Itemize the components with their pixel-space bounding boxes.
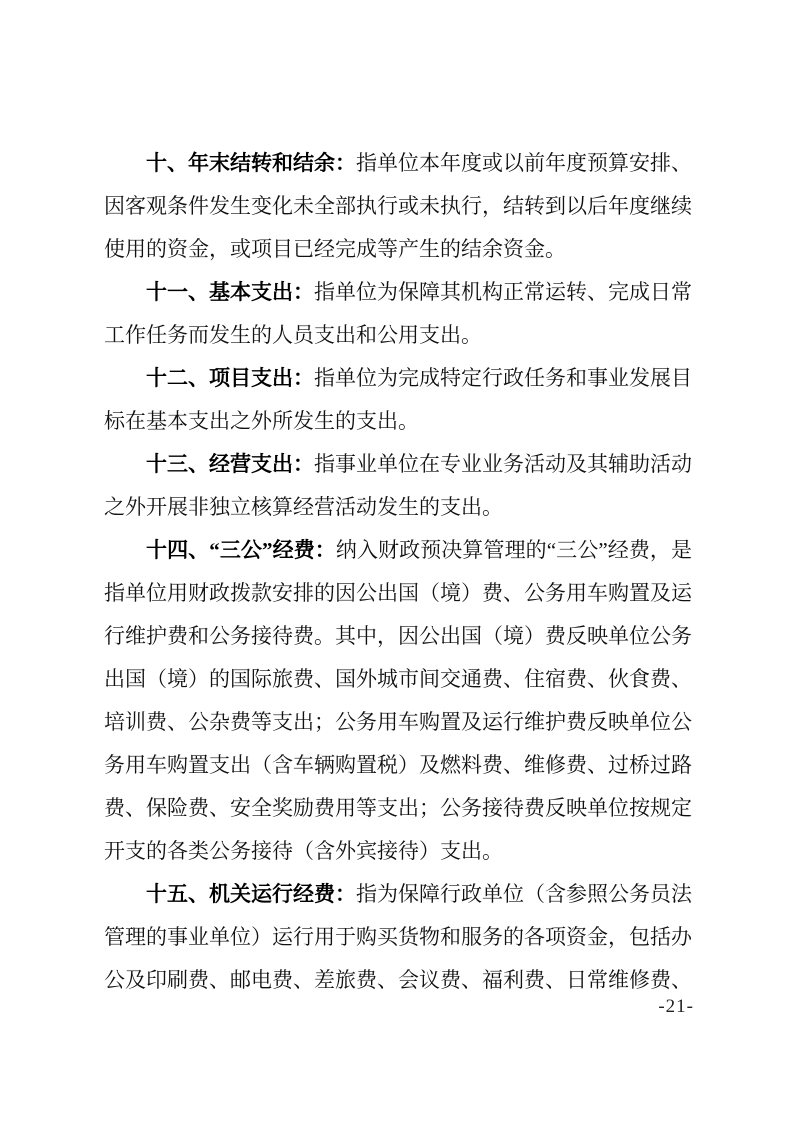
- document-body: [104, 142, 692, 1002]
- paragraph-term-10: [104, 142, 692, 271]
- term-heading: 十二、项目支出：: [146, 366, 314, 390]
- paragraph-term-11: [104, 271, 692, 357]
- term-definition: 指单位为完成特定行政任务和事业发展目标在基本支出之外所发生的支出。: [104, 366, 692, 433]
- paragraph-term-13: [104, 443, 692, 529]
- paragraph-term-12: [104, 357, 692, 443]
- term-definition: 指事业单位在专业业务活动及其辅助活动之外开展非独立核算经营活动发生的支出。: [104, 452, 692, 519]
- term-heading: 十四、“三公”经费：: [146, 538, 336, 562]
- term-heading: 十、年末结转和结余：: [146, 151, 356, 175]
- page-number: -21-: [658, 996, 694, 1017]
- term-definition: 纳入财政预决算管理的“三公”经费，是指单位用财政拨款安排的因公出国（境）费、公务用车购置及运行维护费和公务接待费。其中，因公出国（境）费反映单位公务出国（境）的国际旅费、国外城市间交通费、住宿费、伙食费、培训费、公杂费等支出；公务用车购置及运行维护费反映单位公务用车购置支出（含车辆购置税）及燃料费、维修费、过桥过路费、保险费、安全奖励费用等支出；公务接待费反映单位按规定开支的各类公务接待（含外宾接待）支出。: [104, 538, 693, 863]
- term-definition: 指单位本年度或以前年度预算安排、因客观条件发生变化未全部执行或未执行，结转到以后年度继续使用的资金，或项目已经完成等产生的结余资金。: [104, 151, 692, 261]
- term-definition: 指单位为保障其机构正常运转、完成日常工作任务而发生的人员支出和公用支出。: [104, 280, 692, 347]
- term-heading: 十五、机关运行经费：: [146, 882, 356, 906]
- term-heading: 十一、基本支出：: [146, 280, 314, 304]
- paragraph-term-15: [104, 873, 692, 1002]
- term-heading: 十三、经营支出：: [146, 452, 314, 476]
- term-definition: 指为保障行政单位（含参照公务员法管理的事业单位）运行用于购买货物和服务的各项资金，包括办公及印刷费、邮电费、差旅费、会议费、福利费、日常维修费、: [104, 882, 692, 992]
- paragraph-term-14: [104, 529, 692, 873]
